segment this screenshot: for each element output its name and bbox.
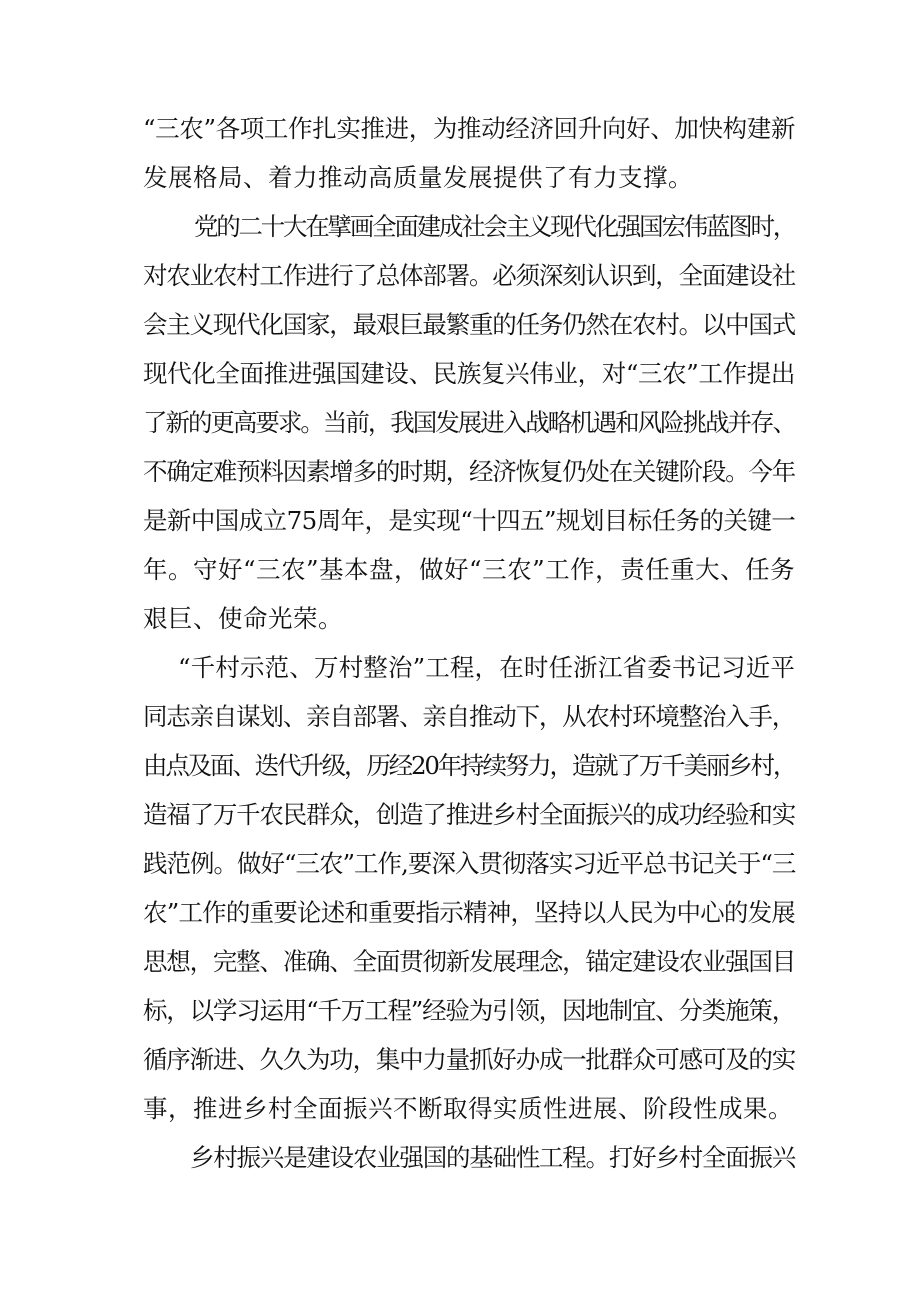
text-line: 了新的更高要求。当前，我国发展进入战略机遇和风险挑战并存、 [143,408,795,437]
text-line: 艰巨、使命光荣。 [143,604,343,633]
text-line: “三农”各项工作扎实推进，为推动经济回升向好、加快构建新 [143,114,796,143]
text-line: 事，推进乡村全面振兴不断取得实质性进展、阶段性成果。 [143,1094,793,1123]
text-line: 思想，完整、准确、全面贯彻新发展理念，锚定建设农业强国目 [143,947,795,976]
text-line: 不确定难预料因素增多的时期，经济恢复仍处在关键阶段。今年 [143,457,795,486]
text-line: 乡村振兴是建设农业强国的基础性工程。打好乡村全面振兴 [190,1143,795,1172]
text-line: 发展格局、着力推动高质量发展提供了有力支撑。 [143,163,693,192]
text-line: “千村示范、万村整治”工程，在时任浙江省委书记习近平 [178,653,796,682]
text-line: 农”工作的重要论述和重要指示精神，坚持以人民为中心的发展 [143,898,796,927]
text-line: 循序渐进、久久为功，集中力量抓好办成一批群众可感可及的实 [143,1045,795,1074]
text-line: 造福了万千农民群众，创造了推进乡村全面振兴的成功经验和实 [143,800,795,829]
text-line: 年。守好“三农”基本盘，做好“三农”工作，责任重大、任务 [143,555,796,584]
text-line: 现代化全面推进强国建设、民族复兴伟业，对“三农”工作提出 [143,359,796,388]
text-line: 标，以学习运用“千万工程”经验为引领，因地制宜、分类施策， [143,996,796,1025]
text-line: 对农业农村工作进行了总体部署。必须深刻认识到，全面建设社 [143,261,795,290]
text-line: 党的二十大在擘画全面建成社会主义现代化强国宏伟蓝图时， [194,212,795,241]
text-line: 由点及面、迭代升级，历经20年持续努力，造就了万千美丽乡村， [143,751,796,780]
text-line: 是新中国成立75周年，是实现“十四五”规划目标任务的关键一 [143,506,796,535]
text-line: 会主义现代化国家，最艰巨最繁重的任务仍然在农村。以中国式 [143,310,795,339]
text-line: 同志亲自谋划、亲自部署、亲自推动下，从农村环境整治入手， [143,702,795,731]
text-line: 践范例。做好“三农”工作,要深入贯彻落实习近平总书记关于“三 [143,849,796,878]
